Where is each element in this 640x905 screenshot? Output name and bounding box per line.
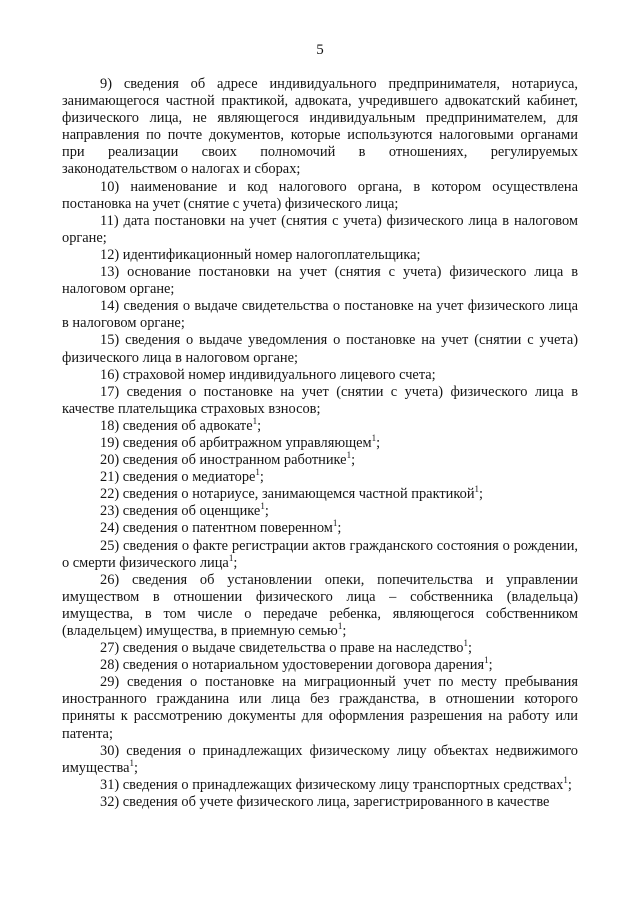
paragraph-item xyxy=(62,743,578,777)
footnote-marker: 1 xyxy=(563,775,568,786)
paragraph-text: 28) сведения о нотариальном удостоверении договора дарения xyxy=(100,657,485,674)
paragraph-text: 30) сведения о принадлежащих физическому лицу объектах недвижимого имущества xyxy=(62,742,578,776)
footnote-marker: 1 xyxy=(252,416,258,427)
document-body xyxy=(62,76,578,811)
paragraph-text: 26) сведения об установлении опеки, попечительства и управлении имуществом в отношении физического лица – собственника (владельца) имущества, в том числе о передаче ребенка, являющегося собственником (владельцем) имущества, в приемную семью xyxy=(62,571,578,639)
paragraph-item xyxy=(62,777,578,794)
paragraph-item xyxy=(62,264,578,298)
paragraph-item xyxy=(62,418,578,435)
paragraph-text: 19) сведения об арбитражном управляющем xyxy=(100,434,372,451)
paragraph-item xyxy=(62,486,578,503)
paragraph-item xyxy=(62,794,578,811)
paragraph-tail: ; xyxy=(233,554,238,571)
paragraph-text: 25) сведения о факте регистрации актов гражданского состояния о рождении, о смерти физического лица xyxy=(62,537,578,571)
paragraph-item xyxy=(62,367,578,384)
footnote-marker: 1 xyxy=(337,621,343,632)
paragraph-tail: ; xyxy=(134,759,138,776)
footnote-marker: 1 xyxy=(260,501,265,512)
paragraph-tail: ; xyxy=(567,776,572,793)
paragraph-tail: ; xyxy=(351,452,356,469)
paragraph-item xyxy=(62,538,578,572)
paragraph-tail: ; xyxy=(257,417,262,434)
paragraph-text: 20) сведения об иностранном работнике xyxy=(100,452,347,469)
paragraph-item xyxy=(62,674,578,742)
paragraph-text: 16) страховой номер индивидуального лицевого счета; xyxy=(100,366,436,383)
paragraph-tail: ; xyxy=(488,657,493,674)
paragraph-text: 11) дата постановки на учет (снятия с учета) физического лица в налоговом органе; xyxy=(62,212,578,246)
paragraph-text: 9) сведения об адресе индивидуального предпринимателя, нотариуса, занимающегося частной практикой, адвоката, учредившего адвокатский кабинет, физического лица, не являющегося индивидуальным предпринимателем, для направления по почте документов, которые используются налоговыми органами при реализации своих полномочий в отношениях, регулируемых законодательством о налогах и сборах; xyxy=(62,76,578,178)
paragraph-item xyxy=(62,503,578,520)
paragraph-tail: ; xyxy=(264,503,269,520)
paragraph-item xyxy=(62,384,578,418)
paragraph-text: 23) сведения об оценщике xyxy=(100,503,261,520)
paragraph-text: 22) сведения о нотариусе, занимающемся частной практикой xyxy=(100,486,475,503)
paragraph-text: 14) сведения о выдаче свидетельства о постановке на учет физического лица в налоговом органе; xyxy=(62,298,578,332)
paragraph-text: 13) основание постановки на учет (снятия с учета) физического лица в налоговом органе; xyxy=(62,264,578,298)
paragraph-tail: ; xyxy=(342,623,347,639)
paragraph-text: 27) сведения о выдаче свидетельства о праве на наследство xyxy=(100,640,464,657)
paragraph-item xyxy=(62,179,578,213)
paragraph-text: 17) сведения о постановке на учет (снятии с учета) физического лица в качестве плательщика страховых взносов; xyxy=(62,383,578,417)
paragraph-tail: ; xyxy=(376,434,381,451)
footnote-marker: 1 xyxy=(463,638,468,649)
footnote-marker: 1 xyxy=(255,467,260,478)
footnote-marker: 1 xyxy=(474,484,480,495)
paragraph-text: 10) наименование и код налогового органа, в котором осуществлена постановка на учет (снятие с учета) физического лица; xyxy=(62,178,578,212)
page-number: 5 xyxy=(316,42,324,58)
paragraph-item xyxy=(62,247,578,264)
footnote-marker: 1 xyxy=(371,433,377,444)
paragraph-text: 18) сведения об адвокате xyxy=(100,417,253,434)
paragraph-item xyxy=(62,213,578,247)
paragraph-item xyxy=(62,332,578,366)
footnote-marker: 1 xyxy=(129,757,134,768)
paragraph-tail: ; xyxy=(337,520,342,537)
paragraph-text: 29) сведения о постановке на миграционный учет по месту пребывания иностранного гражданина или лица без гражданства, в отношении которого приняты к рассмотрению документы для оформления разрешения на работу или патента; xyxy=(62,674,578,742)
paragraph-tail: ; xyxy=(259,469,264,486)
paragraph-tail: ; xyxy=(479,486,484,503)
paragraph-item xyxy=(62,469,578,486)
paragraph-item xyxy=(62,452,578,469)
paragraph-item xyxy=(62,657,578,674)
paragraph-text: 12) идентификационный номер налогоплательщика; xyxy=(100,246,421,263)
paragraph-text: 15) сведения о выдаче уведомления о постановке на учет (снятии с учета) физического лица в налоговом органе; xyxy=(62,332,578,366)
paragraph-item xyxy=(62,76,578,179)
paragraph-text: 21) сведения о медиаторе xyxy=(100,469,256,486)
paragraph-text: 31) сведения о принадлежащих физическому лицу транспортных средствах xyxy=(100,776,564,793)
paragraph-text: 24) сведения о патентном поверенном xyxy=(100,520,333,537)
footnote-marker: 1 xyxy=(332,518,338,529)
paragraph-item xyxy=(62,298,578,332)
footnote-marker: 1 xyxy=(346,450,352,461)
paragraph-item xyxy=(62,520,578,537)
paragraph-text: 32) сведения об учете физического лица, зарегистрированного в качестве xyxy=(100,793,550,810)
footnote-marker: 1 xyxy=(228,552,234,563)
footnote-marker: 1 xyxy=(484,655,489,666)
paragraph-item xyxy=(62,572,578,640)
paragraph-item xyxy=(62,640,578,657)
paragraph-item xyxy=(62,435,578,452)
paragraph-tail: ; xyxy=(468,640,472,657)
